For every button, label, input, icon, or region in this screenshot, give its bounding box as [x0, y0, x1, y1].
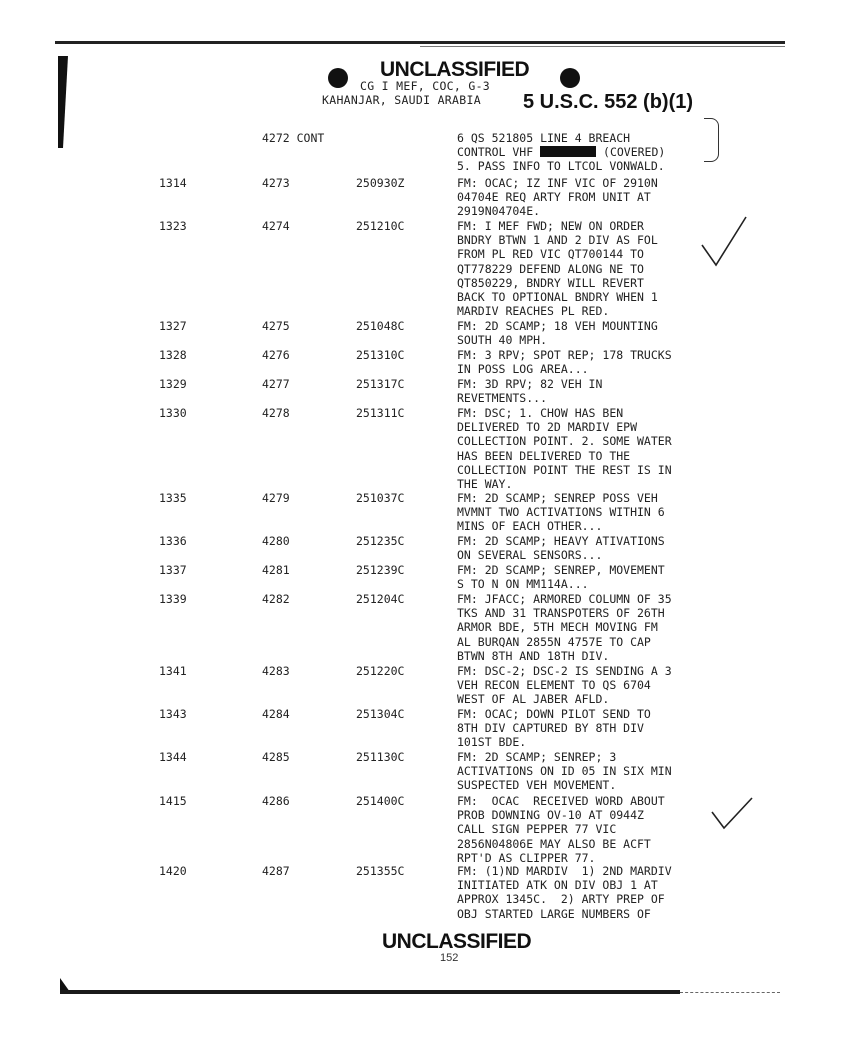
entry-text-line: FM: 2D SCAMP; 18 VEH MOUNTING — [457, 319, 658, 333]
entry-text-line: MARDIV REACHES PL RED. — [457, 304, 610, 319]
entry-text-line: 8TH DIV CAPTURED BY 8TH DIV — [457, 721, 644, 736]
entry-text-line: BACK TO OPTIONAL BNDRY WHEN 1 — [457, 290, 658, 304]
log-entry — [0, 750, 850, 793]
redaction-block — [540, 146, 596, 157]
log-entry — [0, 563, 850, 591]
entry-text-line: FM: 2D SCAMP; HEAVY ATIVATIONS — [457, 534, 665, 548]
entry-text-line: FM: OCAC; IZ INF VIC OF 2910N — [457, 176, 658, 190]
log-entry — [0, 491, 850, 534]
entry-text-line: BNDRY BTWN 1 AND 2 DIV AS FOL — [457, 233, 658, 248]
entry-text-line: HAS BEEN DELIVERED TO THE — [457, 448, 631, 463]
entry-dtg: 251210C — [356, 219, 405, 233]
entry-text-line: FM: DSC; 1. CHOW HAS BEN — [457, 406, 624, 420]
entry-text-line: 6 QS 521805 LINE 4 BREACH — [457, 131, 631, 145]
log-entry — [0, 377, 850, 405]
entry-time: 1343 — [159, 707, 187, 721]
entry-text-line: REVETMENTS... — [457, 391, 548, 406]
entry-text-line: 2919N04704E. — [457, 204, 541, 219]
entry-time: 1329 — [159, 377, 187, 391]
entry-number: 4274 — [262, 219, 290, 233]
entry-text-line: SUSPECTED VEH MOVEMENT. — [457, 778, 617, 793]
entry-dtg: 251355C — [356, 864, 405, 878]
entry-text-line: TKS AND 31 TRANSPOTERS OF 26TH — [457, 606, 665, 621]
foia-exemption-stamp: 5 U.S.C. 552 (b)(1) — [523, 91, 694, 113]
entry-text-line: S TO N ON MM114A... — [457, 577, 589, 592]
log-entry — [0, 864, 850, 921]
entry-text-line: FM: OCAC RECEIVED WORD ABOUT — [457, 794, 665, 808]
entry-text-line: FROM PL RED VIC QT700144 TO — [457, 247, 644, 262]
entry-dtg: 251239C — [356, 563, 405, 577]
entry-text-line: 2856N04806E MAY ALSO BE ACFT — [457, 836, 651, 851]
location-line: KAHANJAR, SAUDI ARABIA — [322, 93, 481, 107]
entry-number: 4283 — [262, 664, 290, 678]
entry-text-line: CALL SIGN PEPPER 77 VIC — [457, 822, 617, 837]
log-entry — [0, 176, 850, 219]
entry-text-line: RPT'D AS CLIPPER 77. — [457, 850, 596, 865]
entry-time: 1339 — [159, 592, 187, 606]
entry-number: 4272 CONT — [262, 131, 325, 145]
entry-text-line: BTWN 8TH AND 18TH DIV. — [457, 648, 610, 663]
entry-text-line: FM: 2D SCAMP; SENREP, MOVEMENT — [457, 563, 665, 577]
entry-text-line: COLLECTION POINT. 2. SOME WATER — [457, 434, 672, 449]
entry-time: 1323 — [159, 219, 187, 233]
log-entry — [0, 707, 850, 750]
entry-time: 1415 — [159, 794, 187, 808]
entry-dtg: 251304C — [356, 707, 405, 721]
classification-stamp-bottom: UNCLASSIFIED — [382, 930, 532, 953]
classification-stamp-top: UNCLASSIFIED — [380, 58, 530, 81]
entry-text-line: FM: (1)ND MARDIV 1) 2ND MARDIV — [457, 864, 672, 878]
scan-border-bottom-dash — [680, 992, 780, 993]
entry-text-line: FM: 2D SCAMP; SENREP; 3 — [457, 750, 617, 764]
entry-text-line: DELIVERED TO 2D MARDIV EPW — [457, 420, 638, 435]
entry-number: 4279 — [262, 491, 290, 505]
entry-text-line: FM: 2D SCAMP; SENREP POSS VEH — [457, 491, 658, 505]
scan-border-top-thin — [420, 46, 785, 47]
entry-time: 1328 — [159, 348, 187, 362]
entry-text-line: 101ST BDE. — [457, 735, 527, 750]
entry-number: 4287 — [262, 864, 290, 878]
entry-text-line: QT850229, BNDRY WILL REVERT — [457, 275, 644, 290]
entry-text-line: CONTROL VHF (COVERED) — [457, 145, 666, 160]
entry-text-line: VEH RECON ELEMENT TO QS 6704 — [457, 678, 651, 693]
log-entry — [0, 348, 850, 376]
entry-text-line: ON SEVERAL SENSORS... — [457, 548, 603, 563]
entry-text-line: ACTIVATIONS ON ID 05 IN SIX MIN — [457, 764, 672, 779]
entry-number: 4281 — [262, 563, 290, 577]
entry-text-line: 04704E REQ ARTY FROM UNIT AT — [457, 190, 651, 205]
entry-number: 4273 — [262, 176, 290, 190]
entry-time: 1336 — [159, 534, 187, 548]
log-entry — [0, 592, 850, 663]
log-entry — [0, 131, 850, 174]
entry-number: 4277 — [262, 377, 290, 391]
entry-text-line: COLLECTION POINT THE REST IS IN — [457, 462, 672, 477]
entry-number: 4280 — [262, 534, 290, 548]
entry-dtg: 251037C — [356, 491, 405, 505]
log-entry — [0, 664, 850, 707]
entry-number: 4275 — [262, 319, 290, 333]
entry-dtg: 251235C — [356, 534, 405, 548]
entry-text-line: FM: OCAC; DOWN PILOT SEND TO — [457, 707, 651, 721]
entry-dtg: 251311C — [356, 406, 405, 420]
classification-dot-right — [560, 68, 580, 88]
entry-text-line: OBJ STARTED LARGE NUMBERS OF — [457, 906, 651, 921]
handwritten-checkmark-icon — [710, 796, 754, 832]
entry-text-line: 5. PASS INFO TO LTCOL VONWALD. — [457, 159, 665, 174]
log-entry — [0, 534, 850, 562]
entry-text-line: FM: JFACC; ARMORED COLUMN OF 35 — [457, 592, 672, 606]
entry-time: 1335 — [159, 491, 187, 505]
page-number: 152 — [440, 952, 459, 964]
entry-number: 4284 — [262, 707, 290, 721]
entry-number: 4286 — [262, 794, 290, 808]
entry-dtg: 251130C — [356, 750, 405, 764]
entry-number: 4282 — [262, 592, 290, 606]
entry-dtg: 251400C — [356, 794, 405, 808]
scan-border-top — [55, 41, 785, 44]
entry-dtg: 251048C — [356, 319, 405, 333]
entry-text-line: THE WAY. — [457, 477, 513, 491]
entry-dtg: 251317C — [356, 377, 405, 391]
entry-dtg: 251220C — [356, 664, 405, 678]
entry-dtg: 250930Z — [356, 176, 405, 190]
entry-time: 1420 — [159, 864, 187, 878]
entry-text-line: QT778229 DEFEND ALONG NE TO — [457, 261, 644, 276]
entry-number: 4278 — [262, 406, 290, 420]
entry-text-line: SOUTH 40 MPH. — [457, 333, 548, 348]
log-entry — [0, 406, 850, 491]
entry-text-line: IN POSS LOG AREA... — [457, 362, 589, 377]
entry-text-line: FM: DSC-2; DSC-2 IS SENDING A 3 — [457, 664, 672, 678]
entry-text-line: FM: 3 RPV; SPOT REP; 178 TRUCKS — [457, 348, 672, 362]
entry-time: 1330 — [159, 406, 187, 420]
entry-time: 1314 — [159, 176, 187, 190]
log-entry — [0, 319, 850, 347]
entry-text-line: FM: I MEF FWD; NEW ON ORDER — [457, 219, 644, 233]
entry-number: 4285 — [262, 750, 290, 764]
classification-dot-left — [328, 68, 348, 88]
entry-text-line: WEST OF AL JABER AFLD. — [457, 692, 610, 707]
entry-time: 1327 — [159, 319, 187, 333]
scan-border-bottom — [60, 990, 680, 994]
entry-text-line: MVMNT TWO ACTIVATIONS WITHIN 6 — [457, 505, 665, 520]
entry-text-line: INITIATED ATK ON DIV OBJ 1 AT — [457, 878, 658, 893]
handwritten-checkmark-icon — [700, 215, 748, 267]
entry-text-line: AL BURQAN 2855N 4757E TO CAP — [457, 634, 651, 649]
entry-dtg: 251310C — [356, 348, 405, 362]
handwritten-bracket — [704, 118, 719, 162]
entry-text-line: MINS OF EACH OTHER... — [457, 519, 603, 534]
entry-time: 1344 — [159, 750, 187, 764]
org-line: CG I MEF, COC, G-3 — [360, 79, 491, 93]
entry-dtg: 251204C — [356, 592, 405, 606]
entry-text-line: APPROX 1345C. 2) ARTY PREP OF — [457, 892, 665, 907]
entry-number: 4276 — [262, 348, 290, 362]
entry-time: 1337 — [159, 563, 187, 577]
entry-text-line: PROB DOWNING OV-10 AT 0944Z — [457, 808, 644, 823]
entry-text-line: FM: 3D RPV; 82 VEH IN — [457, 377, 603, 391]
entry-time: 1341 — [159, 664, 187, 678]
entry-text-line: ARMOR BDE, 5TH MECH MOVING FM — [457, 620, 658, 635]
